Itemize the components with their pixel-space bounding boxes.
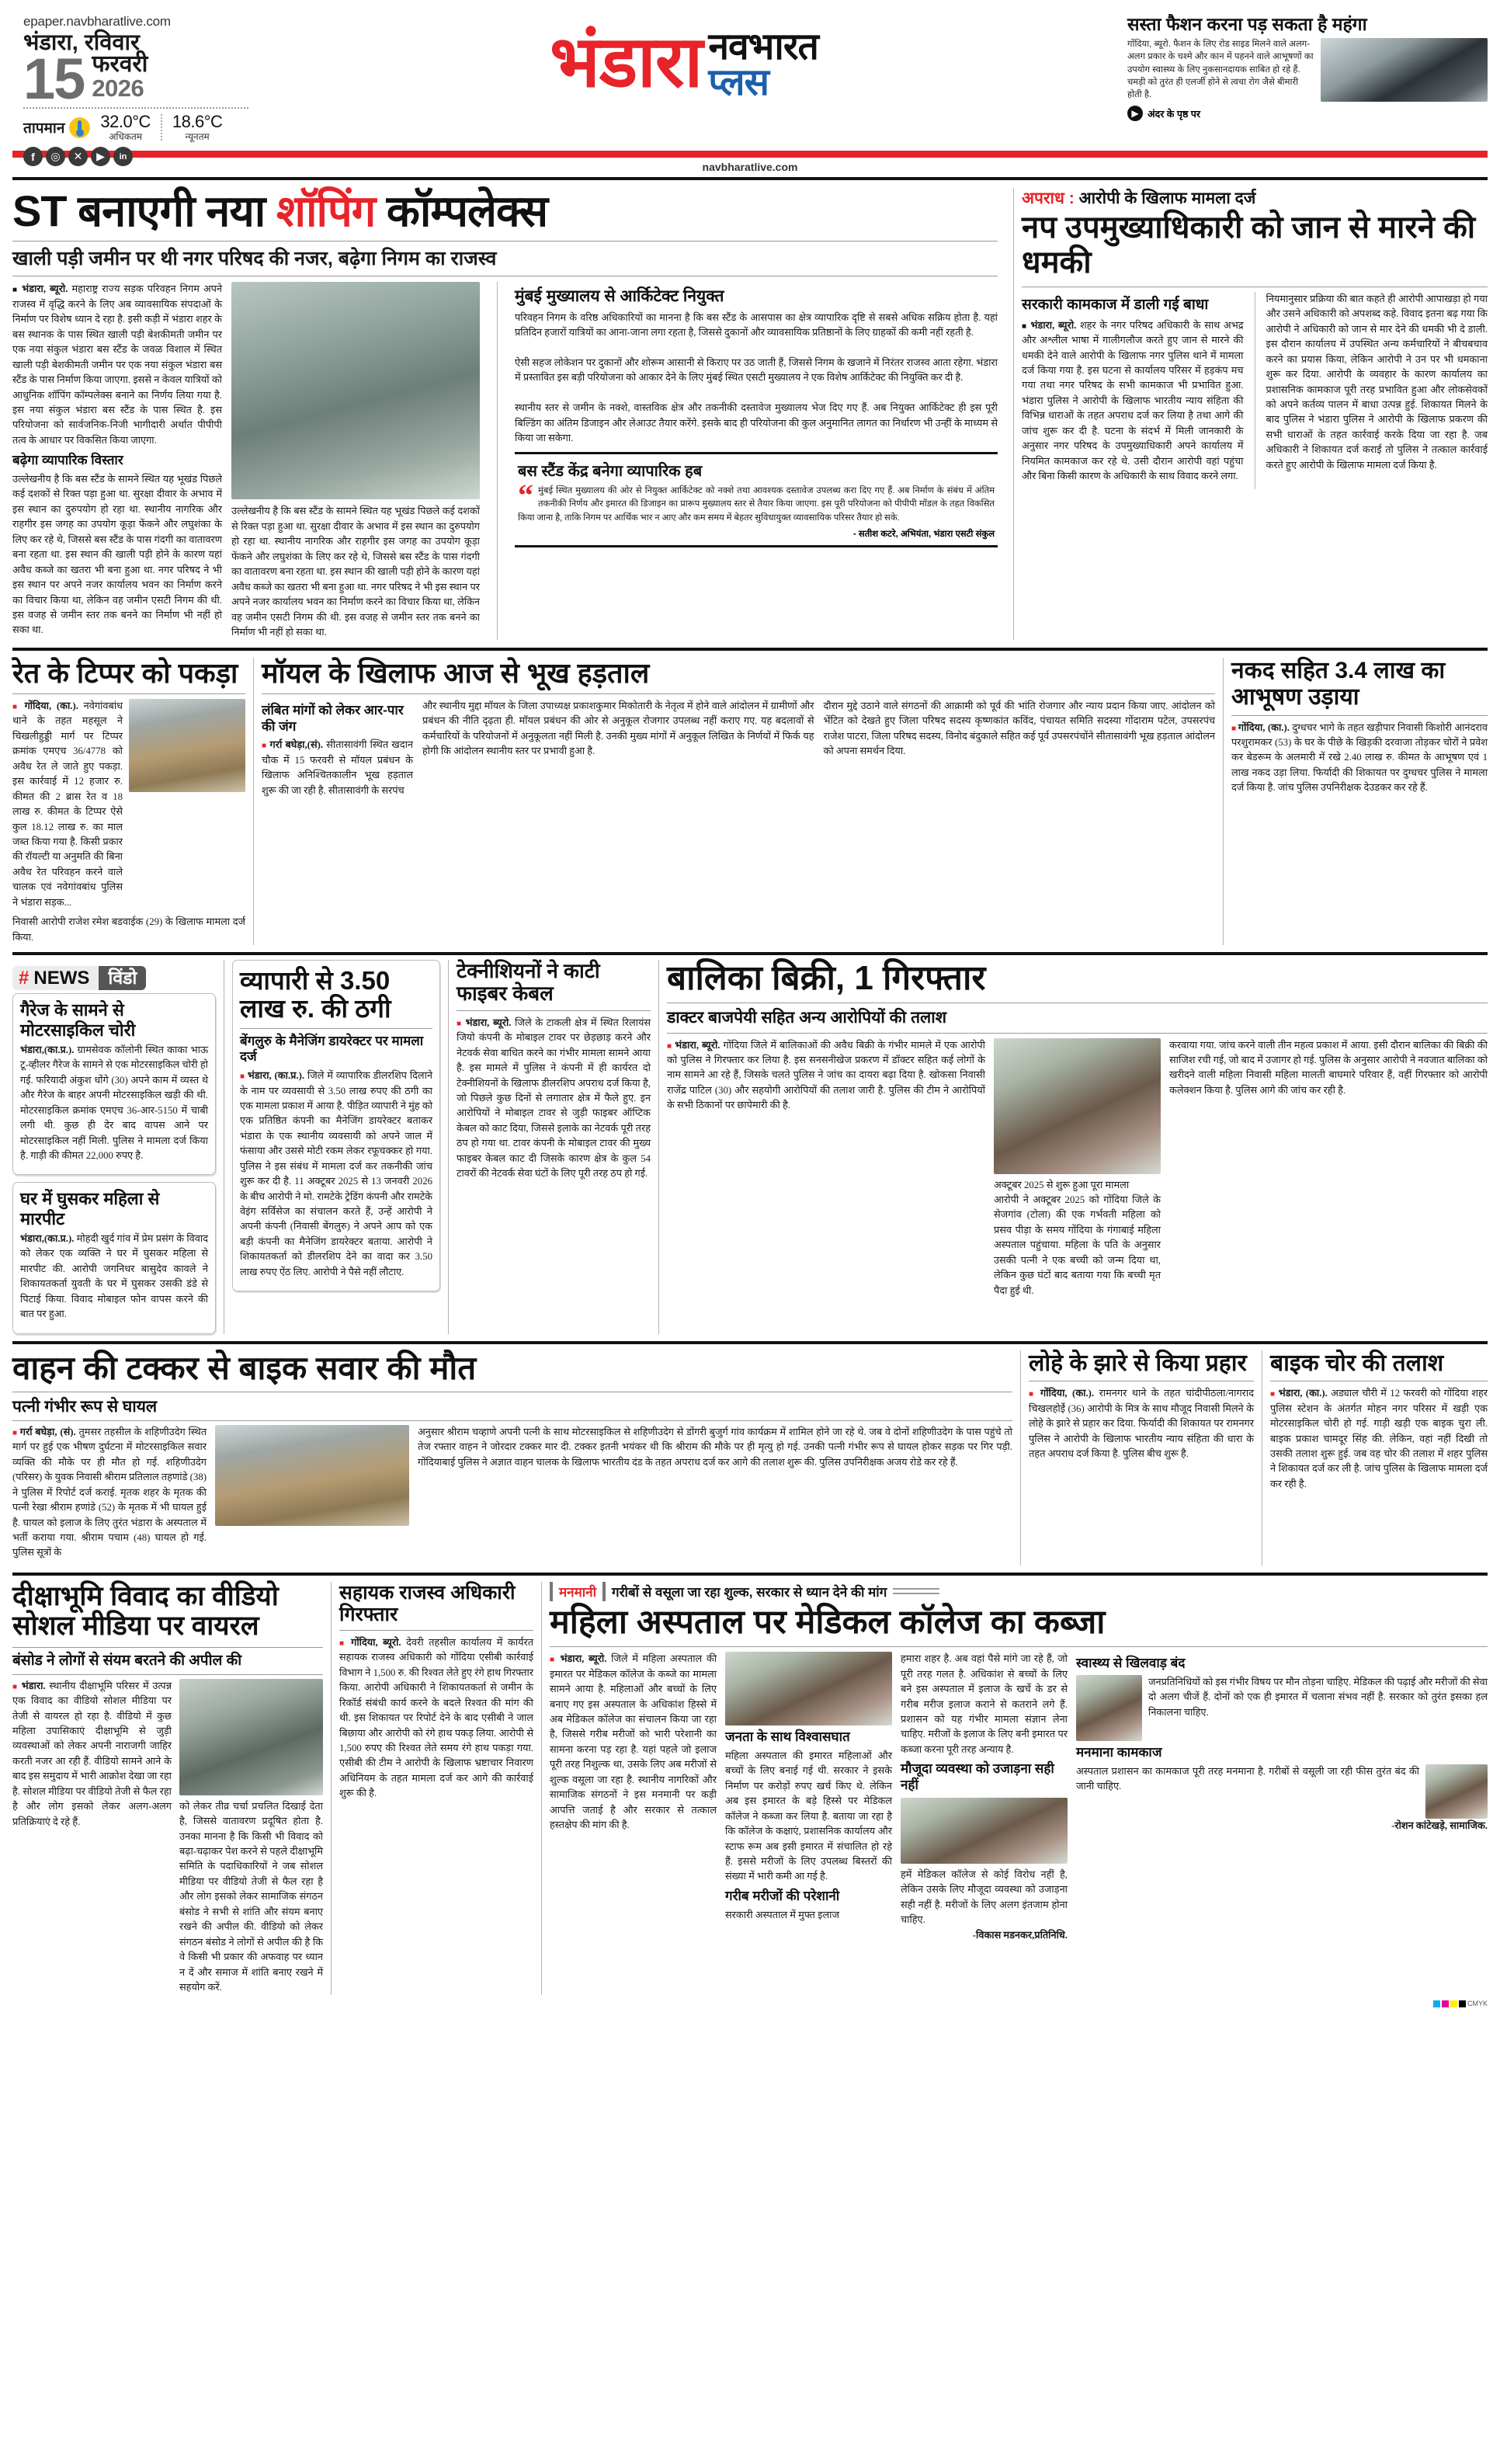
hospital-photo-person-2 bbox=[901, 1798, 1068, 1864]
motorcycle-theft-dateline: भंडारा,(का.प्र.). bbox=[20, 1044, 75, 1055]
hospital-col3-sub-body: हमें मेडिकल कॉलेज से कोई विरोध नहीं है, लेकिन उसके लिए मौजूदा व्यवस्था को उजाड़ना सही नहीं है. मरीजों के लिए अलग इंतजाम होना चाहिए. bbox=[901, 1868, 1068, 1926]
story-iron-attack bbox=[1029, 1350, 1254, 1566]
instagram-icon[interactable]: ◎ bbox=[46, 147, 65, 166]
sand-tipper-caption: निवासी आरोपी राजेश रमेश बडवाईक (29) के खिलाफ मामला दर्ज किया. bbox=[12, 916, 245, 943]
cmyk-black-swatch bbox=[1459, 2000, 1466, 2007]
fraud-subhead: बेंगलुरु के मैनेजिंग डायरेक्टर पर मामला दर्ज bbox=[240, 1033, 424, 1065]
story-sand-tipper bbox=[12, 658, 245, 945]
temp-min-label: न्यूनतम bbox=[185, 131, 210, 143]
trafficking-photo-accused bbox=[994, 1038, 1161, 1174]
card-fraud-story bbox=[232, 960, 440, 1334]
logo-plus: प्लस bbox=[708, 61, 769, 103]
hospital-col-4 bbox=[1076, 1652, 1488, 1943]
hospital-col2-title: जनता के साथ विश्वासघात bbox=[725, 1729, 850, 1745]
sand-tipper-photo bbox=[129, 699, 245, 792]
site-url[interactable]: navbharatlive.com bbox=[702, 161, 798, 173]
lead-photo-shopping-complex bbox=[231, 282, 480, 499]
story-revenue-officer bbox=[339, 1582, 533, 1995]
kicker-label: अपराध : bbox=[1022, 189, 1075, 207]
lead-story bbox=[12, 188, 1005, 640]
hospital-col-1 bbox=[550, 1652, 717, 1943]
cmyk-label: CMYK bbox=[1467, 2000, 1488, 2008]
linkedin-icon[interactable]: in bbox=[113, 147, 133, 166]
revenue-officer-body: देवरी तहसील कार्यालय में कार्यरत सहायक राजस्व अधिकारी को गोंदिया एसीबी कार्रवाई विभाग ने 1,500 रु. की रिश्वत लेते हुए रंगे हाथ गिरफ्तार किया. आरोपी अधिकारी ने शिकायतकर्ता से जमीन के रिकॉर्ड संबंधी कार्य करने के बदले रिश्वत की मांग की थी. इस शिकायत पर रिपोर्ट देने के बाद एसीबी ने जाल बिछाया और आरोपी को रंगे हाथ पकड़ लिया. आरोपी से 1,500 रुपए की रिश्वत लेते समय रंगे हाथ पकड़ा गया. एसीबी की टीम ने आरोपी के खिलाफ भ्रष्टाचार निवारण अधिनियम के तहत मामला दर्ज कर आगे की कार्रवाई शुरू की है. bbox=[339, 1636, 533, 1799]
lead-col-1 bbox=[12, 282, 222, 640]
house-assault-dateline: भंडारा,(का.प्र.). bbox=[20, 1232, 75, 1244]
youtube-icon[interactable]: ▶ bbox=[91, 147, 110, 166]
thermometer-icon bbox=[69, 117, 90, 138]
x-icon[interactable]: ✕ bbox=[68, 147, 88, 166]
hospital-tag-text: गरीबों से वसूला जा रहा शुल्क, सरकार से ध्यान देने की मांग bbox=[612, 1584, 887, 1600]
news-badge-window-label: विंडो bbox=[99, 966, 146, 990]
top-right-teaser[interactable] bbox=[1123, 14, 1488, 121]
story-bike-fatal bbox=[12, 1350, 1012, 1566]
hospital-dateline: ■ भंडारा, ब्यूरो. bbox=[550, 1653, 606, 1664]
masthead bbox=[12, 14, 1488, 163]
masthead-info-block bbox=[12, 14, 245, 166]
sand-tipper-dateline: ■ गोंदिया, (का.). bbox=[12, 700, 78, 711]
teaser-text: गोंदिया, ब्यूरो. फैशन के लिए रोड साइड मिलने वाले अलग-अलग प्रकार के चश्मे और कान में पहनने वाले आभूषणों का उपयोग स्वास्थ्य के लिए नुकसानदायक साबित हो रहे हैं. चमड़ी को तुरंत ही एलर्जी होने से त्वचा रोग जैसे बीमारी होती है. bbox=[1127, 40, 1314, 100]
cmyk-magenta-swatch bbox=[1442, 2000, 1449, 2007]
trafficking-body-left: गोंदिया जिले में बालिकाओं की अवैध बिक्री के गंभीर मामले में एक आरोपी को पुलिस ने गिरफ्तार कर लिया है. इस सनसनीखेज प्रकरण में डॉक्टर सहित कई लोगों के नाम सामने आ रहे हैं, जिसके चलते पुलिस ने जांच का दायरा बढ़ा दिया है. खोकसा निवासी राजेंद्र पाटिल (30) और सहयोगी आरोपियों की तलाश जारी है. पुलिस की टीम ने आरोपियों के सभी ठिकानों पर छापेमारी की है. bbox=[667, 1039, 985, 1111]
iron-attack-body: रामनगर थाने के तहत चांदीपीठला/नागराद चिखलहोईे (36) आरोपी के मित्र के साथ मौजूद निवासी मिलने के लोहे के झारे से प्रहार कर दिया. फिर्यादी की शिकायत पर रामनगर पुलिस ने आरोपी के खिलाफ भारतीय न्याय संहिता की धारा के तहत अपराध दर्ज किया है. पुलिस बीच शुरू है. bbox=[1029, 1388, 1254, 1459]
epaper-url[interactable]: epaper.navbharatlive.com bbox=[23, 14, 171, 29]
fiber-headline: टेक्नीशियनों ने काटी फाइबर केबल bbox=[457, 959, 600, 1006]
deekshabhoomi-subhead: बंसोड ने लोगों से संयम बरतने की अपील की bbox=[12, 1652, 242, 1669]
tag-decor-lines bbox=[893, 1588, 939, 1594]
iron-attack-headline: लोहे के झारे से किया प्रहार bbox=[1029, 1350, 1247, 1376]
hospital-col4-signature: -रोशन कांटेखड़े, सामाजिक. bbox=[1391, 1819, 1488, 1831]
temp-divider bbox=[161, 114, 162, 141]
bike-fatal-headline: वाहन की टक्कर से बाइक सवार की मौत bbox=[12, 1349, 477, 1386]
story-moil-strike bbox=[262, 658, 1215, 945]
bike-fatal-subhead: पत्नी गंभीर रूप से घायल bbox=[12, 1397, 158, 1416]
date-month: फरवरी bbox=[92, 51, 148, 78]
hospital-col4-sub-body: अस्पताल प्रशासन का कामकाज पूरी तरह मनमाना है. गरीबों से वसूली जा रही फीस तुरंत बंद की जानी चाहिए. bbox=[1076, 1765, 1419, 1792]
temperature-block bbox=[23, 112, 245, 143]
hospital-photo-person-3 bbox=[1076, 1675, 1142, 1741]
trafficking-body-mid: अक्टूबर 2025 से शुरू हुआ पूरा मामला आरोपी ने अक्टूबर 2025 को गोंदिया जिले के सेजगांव (टोला) की एक गर्भवती महिला को प्रसव पीड़ा के समय गोंदिया के गंगाबाई महिला अस्पताल पहुंचाया. महिला के पति के अनुसार उसकी पत्नी ने एक बच्ची को जन्म दिया था, लेकिन कुछ घंटों बाद बताया गया कि बच्ची मृत पैदा हुई थी. bbox=[994, 1179, 1161, 1296]
bike-fatal-body-2: अनुसार श्रीराम चव्हाणे अपनी पत्नी के साथ मोटरसाइकिल से शहिणीउदेग से डोंगरी बुजुर्ग गांव कार्यक्रम में शामिल होने जा रहे थे. जब वे दोनों शहिणीउदेग के पास पहुंचे तो तेज रफ्तार वाहन ने जोरदार टक्कर मार दी. टक्कर इतनी भयंकर थी कि श्रीराम की मौके पर ही मृत्यु हो गई. उनकी पत्नी गंभीर रूप से घायल होकर सड़क पर गिर पड़ी. गोंदियाबाई पुलिस ने अज्ञात वाहन चालक के खिलाफ भारतीय दंड के तहत अपराध दर्ज कर आगे की तलाश शुरू की. पुलिस उपनिरीक्षक अजय रोडे कर रहे हैं. bbox=[418, 1426, 1012, 1468]
bike-thief-body: अड्याल चौरी में 12 फरवरी को गोंदिया शहर पुलिस स्टेशन के अंतर्गत मोहन नगर परिसर में खड़ी एक मोटरसाइकिल चोरी हो गई. गाड़ी खड़ी एक बाइक चुरा ली. बाइक प्रकाश चामदूर सिंह की. लेकिन, वहां नहीं दिखी तो उसकी तलाश शुरू हुई. जब वह चोर की तलाश में शहर पुलिस ने शिकायत दर्ज कर ली है. जांच पुलिस के खिलाफ मामला दर्ज कर रही है. bbox=[1270, 1388, 1488, 1489]
jewellery-theft-body: दुग्धचर भागे के तहत खड़ीपार निवासी किशोरी आनंदराव परशुरामकर (53) के घर के पीछे के खिड़की दरवाजा तोड़कर चोरों ने प्रवेश कर बेडरूम के अलमारी में रखे 2.40 लाख रु. कीमत के आभूषण एवं 1 लाख नकद उड़ा लिया. फिर्यादी की शिकायत पर दुग्धचर पुलिस ने मामला दर्ज किया है. जांच पुलिस उपनिरीक्षक देउडकर कर रहे हैं. bbox=[1231, 721, 1488, 794]
moil-subhead: लंबित मांगों को लेकर आर-पार की जंग bbox=[262, 703, 404, 734]
right-lead-body-left: शहर के नगर परिषद अधिकारी के साथ अभद्र और अश्लील भाषा में गालीगलौज करते हुए जान से मारने की धमकी देने वाले आरोपी के खिलाफ नगर पुलिस थाने में मामला दर्ज किया गया है. इस घटना से कार्यालय परिसर में हड़कंप मच गया तथा नगर परिषद के सभी कामकाज भी प्रभावित हुआ. भंडारा पुलिस ने आरोपी के खिलाफ भारतीय न्याय संहिता की विभिन्न धाराओं के तहत अपराध दर्ज कर लिया है तथा आगे की जांच शुरू कर दी है. घटना के संदर्भ में मिली जानकारी के अनुसार नगर परिषद के उपमुख्याधिकारी अपने कार्यालय में नियमित कामकाज कर रहे थे. उसी दौरान आरोपी वहां पहुंचा और बिना किसी कारण के अधिकारी के साथ विवाद करने लगा. bbox=[1022, 319, 1244, 482]
logo-edition-name: भंडारा bbox=[550, 22, 703, 102]
moil-body-2: और स्थानीय मुद्दा मॉयल के जिला उपाध्यक्ष प्रकाशकुमार मिकोतारी के नेतृत्व में होने वाले आंदोलन में ग्रामीणों और प्रबंधन की नीति दृढ़ता ही. मॉयल प्रबंधन की ओर से अनुकूल रोजगार उपलब्ध नहीं कराए गए. यह बदलावों से कर्मचारियों के परियोजनों में अनुकूलता नहीं मिली है. उनकी मुख्य मांगों में अनुकूल लिखित के निर्णयों में फिर्क यह होगी कि आंदोलन स्थानीय स्तर पर प्रभावी हुआ है. bbox=[422, 700, 814, 757]
card-fiber-story bbox=[457, 960, 651, 1334]
band-two bbox=[12, 651, 1488, 945]
sand-tipper-body: नवेगांवबांध थाने के तहत महसूल ने चिखलीहुड्डी मार्ग पर टिप्पर क्रमांक एमएच 36/4778 को अवैध रेत ले जाते हुए पकड़ा. इस कार्रवाई में 12 हजार रु. कीमत की 2 ब्रास रेत व 18 लाख रु. कीमत के टिप्पर ऐसे कुल 18.12 लाख रु. का माल जब्त किया गया है. किसी प्रकार की रॉयल्टी या अनुमति की बिना अवैध रेत परिवहन करने वाले चालक एवं नवेगांवबांध पुलिस ने भंडारा सड़क... bbox=[12, 700, 123, 908]
hospital-col4-title: स्वास्थ्य से खिलवाड़ बंद bbox=[1076, 1656, 1186, 1671]
bike-thief-dateline: ■ भंडारा, (का.). bbox=[1270, 1388, 1328, 1399]
date-block bbox=[23, 46, 245, 111]
quote-text: मुंबई स्थित मुख्यालय की ओर से नियुक्त आर्किटेक्ट को नक्शे तथा आवश्यक दस्तावेज उपलब्ध करा दिए गए हैं. अब निर्माण के संबंध में अंतिम तकनीकी निर्णय और इमारत की डिजाइन का प्रारूप मुख्यालय स्तर से तैयार किया जाएगा. इस पूरी परियोजना को पीपीपी मॉडल के तहत विकसित किया जाना है, ताकि निगम पर आर्थिक भार न आए और कम समय में बेहतर सुविधायुक्त व्यावसायिक परिसर तैयार हो सके. bbox=[518, 485, 995, 523]
motorcycle-theft-headline: गैरेज के सामने से मोटरसाइकिल चोरी bbox=[20, 1000, 136, 1040]
teaser-title: सस्ता फैशन करना पड़ सकता है महंगा bbox=[1127, 14, 1367, 34]
house-assault-headline: घर में घुसकर महिला से मारपीट bbox=[20, 1189, 160, 1229]
right-lead-dateline: ■ भंडारा, ब्यूरो. bbox=[1022, 320, 1076, 331]
card-house-assault bbox=[12, 1182, 216, 1333]
fraud-body: जिले में व्यापारिक डीलरशिप दिलाने के नाम पर व्यवसायी से 3.50 लाख रुपए की ठगी का एक मामला प्रकाश में आया है. पीड़ित व्यापारी ने मुंह को एक प्रतिष्ठित कंपनी का मैनेजिंग डायरेक्टर बताकर भंडारा के एक स्थानीय व्यवसायी को अपने जाल में फंसाया और उससे मोटी रकम लेकर रफूचक्कर हो गया. पुलिस ने इस संबंध में मामला दर्ज कर तकनीकी जांच शुरू कर दी है. 11 अक्टूबर 2025 से 13 जनवरी 2026 के बीच आरोपी ने मो. रामटेके ट्रेडिंग कंपनी और रामटेके वेइंग सर्विसेज का संचालन करते हैं, उन्हें आरोपी ने अपनी कंपनी (निवासी बेंगलुरु) ने अपने आप को एक बड़ी कंपनी का मैनेजिंग डायरेक्टर बताया. आरोपी ने शिकायतकर्ता को डीलरशिप देने का वादा कर 3.50 लाख रुपए ऐंठ लिए. आरोपी ने पैसे नहीं लौटाए. bbox=[240, 1070, 432, 1277]
lead-sub2-body: परिवहन निगम के वरिष्ठ अधिकारियों का मानना है कि बस स्टैंड के आसपास का क्षेत्र व्यापारिक दृष्टि से सबसे अधिक सक्रिय होता है. यहां प्रतिदिन हजारों यात्रियों का आना-जाना लगा रहता है, जिससे दुकानों और व्यावसायिक प्रतिष्ठानों के लिए ग्राहकों की कमी नहीं रहती है. ऐसी सहज लोकेशन पर दुकानों और शोरूम आसानी से किराए पर उठ जाती हैं, जिससे निगम के खजाने में निरंतर राजस्व आता रहेगा. भंडारा में प्रस्तावित इस बड़ी परियोजना को आकार देने के लिए मुंबई स्थित एसटी मुख्यालय ने एक विशेष आर्किटेक्ट की नियुक्ति कर दी है. स्थानीय स्तर से जमीन के नक्शे, वास्तविक क्षेत्र और तकनीकी दस्तावेज मुख्यालय भेज दिए गए हैं. अब नियुक्त आर्किटेक्ट ही इस पूरी बिल्डिंग का अंतिम डिजाइन और लेआउट तैयार करेंगे. इसके बाद ही परियोजना की कुल अनुमानित लागत का निर्धारण भी उन्हीं के माध्यम से किया जा सकेगा. bbox=[515, 311, 998, 444]
trafficking-dateline: ■ भंडारा, ब्यूरो. bbox=[667, 1040, 720, 1051]
hospital-col3-sub-title: मौजूदा व्यवस्था को उजाड़ना सही नहीं bbox=[901, 1761, 1054, 1793]
house-assault-body: मोहदी खुर्द गांव में प्रेम प्रसंग के विवाद को लेकर एक व्यक्ति ने घर में घुसकर महिला से मारपीट की. आरोपी जगनिधर बासुदेव कावले ने शिकायतकर्ता युवती के घर में घुसकर उसकी डंडे से पिटाई किया. विवाद मोबाइल फोन वापस करने की बात पर हुआ. bbox=[20, 1232, 208, 1320]
band-lead bbox=[12, 180, 1488, 640]
moil-dateline: ■ गर्रा बघेड़ा,(सं). bbox=[262, 739, 323, 750]
lead-headline bbox=[12, 188, 998, 235]
revenue-officer-headline: सहायक राजस्व अधिकारी गिरफ्तार bbox=[339, 1581, 516, 1625]
jewellery-theft-dateline: ■ गोंदिया, (का.). bbox=[1231, 722, 1290, 733]
bike-fatal-body-1: तुमसर तहसील के शहिणीउदेग स्थित मार्ग पर हुई एक भीषण दुर्घटना में मोटरसाइकिल सवार व्यक्ति की मौके पर ही मौत हो गई. शहिणीउदेग (परिसर) के युवक निवासी श्रीराम प्रतिलाल तहणांडे (38) ने पुलिस में रिपोर्ट दर्ज कराई. मृतक शहर के मृतक की पत्नी रेखा श्रीराम हणांडे (52) के मृतक में भी घायल हुई है. घायल को इलाज के लिए तुरंत भंडारा के अस्पताल में भर्ती कराया गया. श्रीराम पचाम (48) घायल हो गई. पुलिस सूत्रों के bbox=[12, 1426, 207, 1559]
news-badge-label: NEWS bbox=[33, 967, 90, 989]
kicker-text: आरोपी के खिलाफ मामला दर्ज bbox=[1078, 189, 1256, 207]
quote-title: बस स्टैंड केंद्र बनेगा व्यापारिक हब bbox=[518, 462, 703, 480]
fiber-dateline: ■ भंडारा, ब्यूरो. bbox=[457, 1017, 512, 1028]
right-lead-kicker bbox=[1022, 188, 1488, 209]
quote-signature: - सतीश कटरे, अभियंता, भंडारा एसटी संकुल bbox=[852, 530, 995, 539]
trafficking-headline: बालिका बिक्री, 1 गिरफ्तार bbox=[667, 959, 986, 997]
card-fraud bbox=[232, 960, 440, 1291]
deekshabhoomi-body-1: स्थानीय दीक्षाभूमि परिसर में उत्पन्न एक विवाद का वीडियो सोशल मीडिया पर तेजी से वायरल हो रहा है. वीडियो में कुछ महिला उपासिकाएं दीक्षाभूमि से जुड़ी व्यवस्थाओं को लेकर अपनी नाराजगी जाहिर करती नजर आ रही हैं. वीडियो सामने आने के बाद इस समुदाय में भारी आक्रोश देखा जा रहा है. सोशल मीडिया पर वीडियो तेजी से फैल रहा है और लोग इसको लेकर अलग-अलग प्रतिक्रियाएं दे रहे हैं. bbox=[12, 1680, 172, 1827]
story-deekshabhoomi bbox=[12, 1582, 323, 1995]
story-bike-thief bbox=[1270, 1350, 1488, 1566]
right-lead-body-right: नियमानुसार प्रक्रिया की बात कहते ही आरोपी आपाखड़ा हो गया और उसने अधिकारी को अपशब्द कहे. विवाद इतना बढ़ गया कि आरोपी ने अधिकारी को जान से मार देने की धमकी भी दे डाली. इस दौरान कार्यालय में उपस्थित अन्य कर्मचारियों ने बीचबचाव करने का प्रयास किया, लेकिन आरोपी ने उन पर भी धमकाना शुरू कर दिया. आरोपी के व्यवहार के कारण कार्यालय का प्रशासनिक कामकाज पूरी तरह प्रभावित हुआ और लोकसेवकों को अपने कर्तव्य पालन में बाधा उत्पन्न हुई. शिकायत मिलने के बाद पुलिस ने भंडारा पुलिस ने आरोपी के खिलाफ प्रकरण की सभी धाराओं के तहत कार्रवाई करके दिया जा रहा है. जब अधिकारी ने शिकायत दर्ज कराई तो पुलिस ने तत्काल कार्रवाई करते हुए आरोपी के खिलाफ मामला दर्ज किया है. bbox=[1266, 293, 1488, 471]
band-four bbox=[12, 1344, 1488, 1566]
hospital-tag-label: मनमानी bbox=[550, 1582, 606, 1601]
deekshabhoomi-dateline: ■ भंडारा. bbox=[12, 1680, 46, 1691]
masthead-logo[interactable] bbox=[253, 14, 1115, 103]
lead-subheadline: खाली पड़ी जमीन पर थी नगर परिषद की नजर, बढ़ेगा निगम का राजस्व bbox=[12, 248, 497, 270]
hospital-col3-signature: -विकास मडनकर,प्रतिनिधि. bbox=[972, 1929, 1068, 1941]
hospital-tag-row bbox=[550, 1582, 1488, 1601]
hospital-col3-body: हमारा शहर है. अब वहां पैसे मांगे जा रहे हैं, जो पूरी तरह गलत है. अधिकांश से बच्चों के लिए बने इस अस्पताल में इलाज के खर्चे के डर से गरीब मरीज इलाज कराने से कतराने लगे हैं. प्रशासन को यह गंभीर मामला संज्ञान लेना चाहिए. मरीजों के इलाज के लिए बनी इमारत पर कब्जा करना पूरी तरह अन्याय है. bbox=[901, 1653, 1068, 1755]
lead-col-3 bbox=[515, 282, 998, 640]
hospital-col1-body: जिले में महिला अस्पताल की इमारत पर मेडिकल कॉलेज के कब्जे का मामला सामने आया है. महिलाओं और बच्चों के लिए बनाए गए इस अस्पताल के अधिकांश हिस्से में अब मेडिकल कॉलेज का संचालन किया जा रहा है, जिससे गरीब मरीजों को भारी परेशानी का सामना करना पड़ रहा है. यहां पहले जो इलाज पूरी तरह निशुल्क था, उसके लिए अब मरीजों से शुल्क वसूला जा रहा है. स्थानीय नागरिकों और सामाजिक संगठनों ने इस मनमानी पर कड़ी आपत्ति जताई है और सरकार से तत्काल हस्तक्षेप की मांग की है. bbox=[550, 1653, 717, 1831]
lead-quote-box bbox=[515, 452, 998, 547]
teaser-photo-sunglasses bbox=[1321, 38, 1488, 102]
lead-headline-part2: कॉम्पलेक्स bbox=[375, 186, 548, 235]
band-five bbox=[12, 1576, 1488, 1995]
moil-headline: मॉयल के खिलाफ आज से भूख हड़ताल bbox=[262, 657, 650, 690]
hospital-photo-person-1 bbox=[725, 1652, 892, 1725]
temp-max-label: अधिकतम bbox=[109, 131, 143, 143]
date-day: 15 bbox=[23, 46, 85, 111]
facebook-icon[interactable]: f bbox=[23, 147, 43, 166]
trafficking-subhead: डाक्टर बाजपेयी सहित अन्य आरोपियों की तलाश bbox=[667, 1009, 947, 1027]
hospital-photo-person-4 bbox=[1425, 1764, 1488, 1819]
hash-icon: # bbox=[19, 967, 30, 989]
hospital-col2-sub-body: सरकारी अस्पताल में मुफ्त इलाज bbox=[725, 1909, 839, 1920]
revenue-officer-dateline: ■ गोंदिया, ब्यूरो. bbox=[339, 1637, 401, 1648]
right-lead-subtitle: सरकारी कामकाज में डाली गई बाधा bbox=[1022, 296, 1209, 313]
city-and-day: भंडारा, रविवार bbox=[23, 30, 140, 55]
band-three bbox=[12, 955, 1488, 1334]
teaser-footer-label: अंदर के पृष्ठ पर bbox=[1148, 108, 1200, 120]
temp-max-value: 32.0°C bbox=[100, 112, 151, 132]
fraud-headline: व्यापारी से 3.50 लाख रु. की ठगी bbox=[240, 966, 391, 1023]
lead-sub2-title: मुंबई मुख्यालय से आर्किटेक्ट नियुक्त bbox=[515, 287, 724, 306]
temp-min-value: 18.6°C bbox=[172, 112, 223, 132]
lead-col-2 bbox=[231, 282, 480, 640]
right-lead-headline: नप उपमुख्याधिकारी को जान से मारने की धमकी bbox=[1022, 210, 1476, 280]
cmyk-yellow-swatch bbox=[1450, 2000, 1457, 2007]
card-motorcycle-theft bbox=[12, 993, 216, 1175]
iron-attack-dateline: ■ गोंदिया, (का.). bbox=[1029, 1388, 1094, 1399]
deekshabhoomi-headline: दीक्षाभूमि विवाद का वीडियो सोशल मीडिया पर वायरल bbox=[12, 1580, 279, 1642]
moil-body-1: सीतासावंगी स्थित खदान चौक में 15 फरवरी से मॉयल प्रबंधन के खिलाफ अनिश्चितकालीन भूख हड़ताल शुरू की जा रही है. सीतासावंगी के सरपंच bbox=[262, 739, 413, 796]
teaser-footer[interactable] bbox=[1127, 106, 1488, 121]
lead-body-1: महाराष्ट्र राज्य सड़क परिवहन निगम अपने राजस्व में वृद्धि करने के लिए अब व्यावसायिक संपदाओं के निर्माण पर विशेष ध्यान दे रहा है. इसी कड़ी में भंडारा शहर के बस स्थानक के पास स्थित खाली पड़ी बेशकीमती जमीन पर एक नया संकुल भंडारा बस स्टैंड के जवळ विशाल में स्थित खाली पड़ी बेशकीमती जमीन पर एक नया संकुल भंडारा बस स्टैंड के पास निर्माण किया जाएगा. इससे न केवल यात्रियों को आधुनिक शॉपिंग कॉम्पलेक्स बनाने का निर्णय लिया गया है. इस नया संकुल भंडारा बस स्टैंड के पास स्थित है. इस परियोजना को सार्वजनिक-निजी भागीदारी अर्थात पीपीपी तत्व के आधार पर विकसित किया जाएगा. bbox=[12, 283, 222, 446]
motorcycle-theft-body: ग्रामसेवक कॉलोनी स्थित काका भाऊ टू-व्हीलर गैरेज के सामने से एक मोटरसाइकिल चोरी हो गई. फरियादी अंकुश धोंगे (30) अपने काम में व्यस्त थे और गैरेज के बाहर अपनी मोटरसाइकिल खड़ी की थी. मोटरसाइकिल क्रमांक एमएच 36-आर-5150 में चाबी लगी थी. कुछ ही देर बाद वापस आने पर मोटरसाइकिल नहीं मिली. पुलिस ने मामला दर्ज किया है. गाड़ी की कीमत 22,000 रुपए है. bbox=[20, 1044, 208, 1161]
date-year: 2026 bbox=[92, 75, 144, 103]
deekshabhoomi-photo-person bbox=[179, 1679, 323, 1795]
lead-sub1-body: उल्लेखनीय है कि बस स्टैंड के सामने स्थित यह भूखंड पिछले कई दशकों से रिक्त पड़ा हुआ था. सुरक्षा दीवार के अभाव में इस स्थान का दुरुपयोग हो रहा था. स्थानीय नागरिक और राहगीर इस जगह का उपयोग कूड़ा फेंकने और लघुशंका के लिए कर रहे थे, जिससे बस स्टैंड के पास गंदगी का वातावरण बना रहता था. इस स्थान की खाली पड़ी होने के कारण यहां अवैध कब्जे का खतरा भी बना हुआ था. नगर परिषद ने भी इस स्थान पर अपने नजर कार्यालय भवन का निर्माण करने का विचार किया था, लेकिन वह जमीन एसटी निगम की थी. इस वजह से जमीन स्तर तक बनने का निर्माण भी नहीं हो सका था. bbox=[12, 474, 222, 636]
hospital-col2-body: महिला अस्पताल की इमारत महिलाओं और बच्चों के लिए बनाई गई थी. सरकार ने इसके निर्माण पर करोड़ों रुपए खर्च किए थे. लेकिन अब इस इमारत के बड़े हिस्से पर मेडिकल कॉलेज ने कब्जा कर लिया है. बताया जा रहा है कि कॉलेज के कक्षाएं, प्रशासनिक कार्यालय और स्टाफ रूम अब इसी इमारत में संचालित हो रहे हैं. इससे मरीजों के लिए उपलब्ध बिस्तरों की संख्या में भारी कमी आ गई है. bbox=[725, 1750, 892, 1882]
lead-dateline: ■ भंडारा, ब्यूरो. bbox=[12, 283, 68, 294]
hospital-col-3 bbox=[901, 1652, 1068, 1943]
hospital-col4-body: जनप्रतिनिधियों को इस गंभीर विषय पर मौन तोड़ना चाहिए. मेडिकल की पढ़ाई और मरीजों की सेवा दो अलग चीजें हैं. दोनों को एक ही इमारत में चलाना संभव नहीं है. सरकार को तुरंत इसका हल निकालना चाहिए. bbox=[1148, 1676, 1488, 1718]
logo-navbharat: नवभारत bbox=[708, 26, 818, 68]
cmyk-registration-marks bbox=[12, 1995, 1488, 2007]
quote-mark-icon: “ bbox=[518, 477, 533, 513]
news-window-badge[interactable] bbox=[12, 966, 146, 990]
arrow-right-icon: ▶ bbox=[1127, 106, 1143, 121]
lead-col2-text: उल्लेखनीय है कि बस स्टैंड के सामने स्थित यह भूखंड पिछले कई दशकों से रिक्त पड़ा हुआ था. सुरक्षा दीवार के अभाव में इस स्थान का दुरुपयोग हो रहा था. स्थानीय नागरिक और राहगीर इस जगह का उपयोग कूड़ा फेंकने और लघुशंका के लिए कर रहे थे, जिससे बस स्टैंड के पास गंदगी का वातावरण बना रहता था. इस स्थान की खाली पड़ी होने के कारण यहां अवैध कब्जे का खतरा भी बना हुआ था. नगर परिषद ने भी इस स्थान पर अपने नजर कार्यालय भवन का निर्माण करने का विचार किया था, लेकिन वह जमीन एसटी निगम की थी. इस वजह से जमीन स्तर तक बनने का निर्माण भी नहीं हो सका था. bbox=[231, 506, 480, 638]
news-window-column bbox=[12, 960, 216, 1334]
right-lead-story bbox=[1022, 188, 1488, 640]
moil-body-3: दौरान मुद्दे उठाने वाले संगठनों की आक्रामी को पूर्व की भांति रोजगार और न्याय प्रदान किया जाए. आंदोलन को भेंटित को देखते हुए जिला परिषद सदस्य कृष्णकांत कविंद, पंचायत समिति सदस्या गोंदाराम पटेल, उपसरपंच राजेश पाटरा, जिला परिषद सदस्य, विनोद बंदुकाले सहित कई पूर्व उपसरपंचोंने सीतासावंगी भूख हड़ताल आंदोलन को अपना समर्थन दिया. bbox=[823, 700, 1215, 757]
lead-headline-highlight: शॉपिंग bbox=[276, 186, 376, 235]
story-girl-trafficking bbox=[667, 960, 1488, 1334]
story-jewellery-theft bbox=[1231, 658, 1488, 945]
social-links[interactable] bbox=[23, 147, 245, 166]
trafficking-body-right: करवाया गया. जांच करने वाली तीन महत्व प्रकाश में आया. इसी दौरान बालिका की बिक्री की साजिश रची गई, जो बाद में उजागर हो गई. पुलिस के अनुसार आरोपी ने नवजात बालिका को खरीदने वाली महिला निवासी महिला मालती बाघमारे परिवार हैं, वहीं गिरफ्तार को आरोपी कलेक्शन किया है. पुलिस आगे की जांच कर रही है. bbox=[1169, 1039, 1488, 1096]
hospital-col4-sub-title: मनमाना कामकाज bbox=[1076, 1744, 1162, 1760]
bike-fatal-photo-accident bbox=[215, 1425, 409, 1526]
cmyk-cyan-swatch bbox=[1433, 2000, 1440, 2007]
deekshabhoomi-body-2: को लेकर तीव्र चर्चा प्रचलित दिखाई देता है, जिससे वातावरण प्रदूषित होता है. उनका मानना है कि किसी भी विवाद को बढ़ा-चढ़ाकर पेश करने से पहले दीक्षाभूमि समिति के पदाधिकारियों ने जब सोशल मीडिया पर वीडियो तेजी से फैल रहा है और लोग इसको लेकर सामाजिक संगठन बंसोड ने सभी से शांति और संयम बनाए रखने की अपील की. वीडियो को लेकर संगठन बंसोड ने लोगों से अपील की है कि वे किसी भी प्रकार की अफवाह पर ध्यान न दें और समाज में शांति बनाए रखने में सहयोग करें. bbox=[179, 1800, 323, 1993]
fraud-dateline: ■ भंडारा, (का.प्र.). bbox=[240, 1070, 304, 1081]
lead-headline-part1: ST बनाएगी नया bbox=[12, 186, 276, 235]
hospital-col-2 bbox=[725, 1652, 892, 1943]
sand-tipper-headline: रेत के टिप्पर को पकड़ा bbox=[12, 657, 238, 690]
bike-fatal-dateline: ■ गर्रा बघेड़ा, (सं). bbox=[12, 1427, 76, 1437]
temperature-label: तापमान bbox=[23, 120, 65, 137]
hospital-col2-sub-title: गरीब मरीजों की परेशानी bbox=[725, 1888, 840, 1903]
story-hospital-occupation bbox=[550, 1582, 1488, 1995]
jewellery-theft-headline: नकद सहित 3.4 लाख का आभूषण उड़ाया bbox=[1231, 658, 1446, 710]
lead-sub1-title: बढ़ेगा व्यापारिक विस्तार bbox=[12, 453, 123, 468]
bike-thief-headline: बाइक चोर की तलाश bbox=[1270, 1350, 1444, 1376]
fiber-body: जिले के टाकली क्षेत्र में स्थित रिलायंस जियो कंपनी के मोबाइल टावर पर छेड़छाड़ करने और नेटवर्क सेवा बाधित करने का गंभीर मामला सामने आया है. इस मामले में पुलिस ने कंपनी में ही कार्यरत दो टेक्नीशियनों के खिलाफ डीलरशिप अपराध दर्ज किया है, जो पिछले कुछ दिनों से लगातार क्षेत्र में फैले हुए. इन आरोपियों ने मोबाइल टावर से जुड़ी फाइबर ऑप्टिक केबल को काट दिया, जिससे इलाके का नेटवर्क पूरी तरह ठप हो गया था. टावर कंपनी के मोबाइल टावर की मुख्य फाइबर केबल काट दी जिसके कारण क्षेत्र के कुल 54 टावरों की नेटवर्क सेवा घंटों के लिए पूरी तरह ठप हो गई. bbox=[457, 1017, 651, 1180]
hospital-headline: महिला अस्पताल पर मेडिकल कॉलेज का कब्जा bbox=[550, 1603, 1106, 1641]
